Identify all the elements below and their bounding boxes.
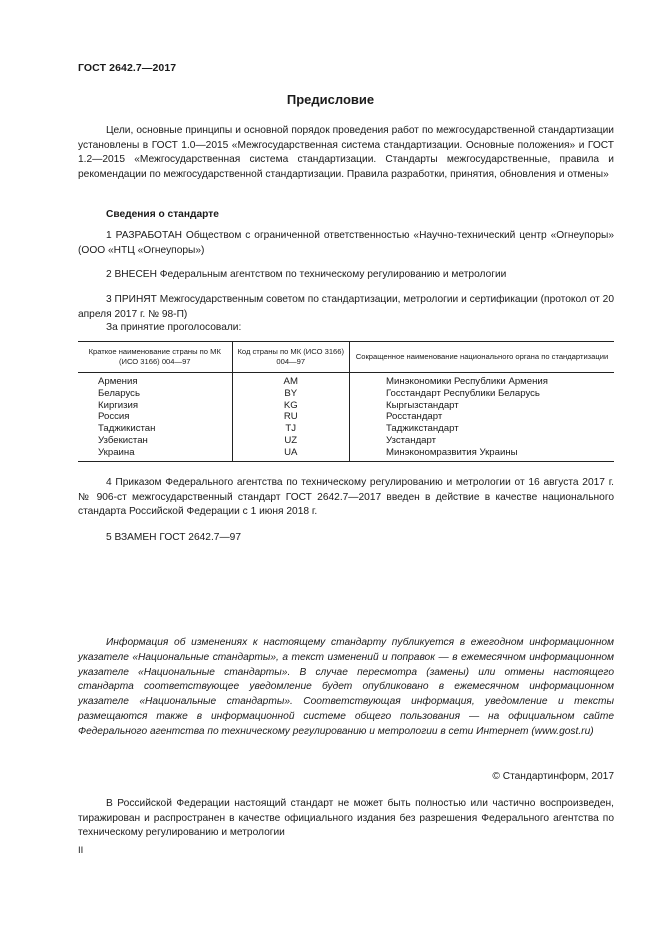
cell-organization: Узстандарт (350, 435, 615, 447)
cell-code: BY (232, 388, 350, 400)
cell-code: TJ (232, 423, 350, 435)
table-row (78, 388, 614, 400)
table-row (78, 423, 614, 435)
cell-code: AM (232, 373, 350, 388)
table-row (78, 400, 614, 412)
item-adopted: 3 ПРИНЯТ Межгосударственным советом по стандартизации, метрологии и сертификации (протокол от 20 апреля 2017 г. № 98-П) (78, 294, 614, 320)
cell-country: Узбекистан (98, 434, 148, 446)
cell-code: UZ (232, 435, 350, 447)
info-note: Информация об изменениях к настоящему стандарту публикуется в ежегодном информационном указателе «Национальные стандарты», а текст изменений и поправок — в ежемесячном информационном указателе «Национальные стандарты». В случае пересмотра (замены) или отмены настоящего стандарта соответствующее уведомление будет опубликовано в ежемесячном информационном указателе «Национальные стандарты». Соответствующая информация, уведомление и тексты размещаются также в информационной системе общего пользования — на официальном сайте Федерального агентства по техническому регулированию и метрологии в сети Интернет (www.gost.ru) (78, 637, 614, 737)
table-header-row (78, 342, 614, 373)
item-enacted: 4 Приказом Федерального агентства по техническому регулированию и метрологии от 16 августа 2017 г. № 906-ст межгосударственный стандарт ГОСТ 2642.7—2017 введен в действие в качестве национального стандарта Российской Федерации с 1 июня 2018 г. (78, 477, 614, 518)
cell-organization: Минэкономразвития Украины (350, 447, 615, 461)
table-row (78, 447, 614, 461)
cell-code: KG (232, 400, 350, 412)
cell-organization: Таджикстандарт (350, 423, 615, 435)
cell-code: UA (232, 447, 350, 461)
cell-country: Беларусь (98, 387, 140, 399)
section-heading: Сведения о стандарте (106, 209, 219, 220)
header-country: Краткое наименование страны по МК (ИСО 3166) 004—97 (78, 342, 232, 373)
legal-notice: В Российской Федерации настоящий стандарт не может быть полностью или частично воспроизведен, тиражирован и распространен в качестве официального издания без разрешения Федерального агентства по техническому регулированию и метрологии (78, 798, 614, 839)
header-organization: Сокращенное наименование национального органа по стандартизации (350, 342, 615, 373)
cell-organization: Госстандарт Республики Беларусь (350, 388, 615, 400)
cell-country: Украина (78, 447, 232, 461)
cell-organization: Кыргызстандарт (350, 400, 615, 412)
standard-code: ГОСТ 2642.7—2017 (78, 62, 177, 74)
cell-organization: Росстандарт (350, 411, 615, 423)
cell-country: Армения (98, 376, 138, 387)
voted-label: За принятие проголосовали: (106, 322, 242, 333)
item-submitted: 2 ВНЕСЕН Федеральным агентством по техническому регулированию и метрологии (106, 269, 507, 280)
intro-paragraph: Цели, основные принципы и основной порядок проведения работ по межгосударственной стандартизации установлены в ГОСТ 1.0—2015 «Межгосударственная система стандартизации. Основные положения» и ГОСТ 1.2—2015 «Межгосударственная система стандартизации. Стандарты межгосударственные, правила и рекомендации по межгосударственной стандартизации. Правила разработки, принятия, обновления и отмены» (78, 125, 614, 180)
cell-code: RU (232, 411, 350, 423)
cell-country: Киргизия (98, 399, 139, 411)
item-replaces: 5 ВЗАМЕН ГОСТ 2642.7—97 (106, 532, 241, 543)
page-title: Предисловие (286, 92, 375, 107)
item-developed: 1 РАЗРАБОТАН Обществом с ограниченной ответственностью «Научно-технический центр «Огнеупоры» (ООО «НТЦ «Огнеупоры») (78, 230, 614, 256)
header-code: Код страны по МК (ИСО 3166) 004—97 (232, 342, 350, 373)
cell-organization: Минэкономики Республики Армения (350, 373, 615, 388)
voting-table (78, 341, 614, 462)
table-row (78, 435, 614, 447)
page-number: II (78, 845, 84, 856)
copyright-notice: © Стандартинформ, 2017 (492, 771, 614, 782)
cell-country: Россия (98, 411, 130, 423)
cell-country: Таджикистан (98, 423, 156, 435)
table-row (78, 411, 614, 423)
table-row (78, 373, 614, 388)
